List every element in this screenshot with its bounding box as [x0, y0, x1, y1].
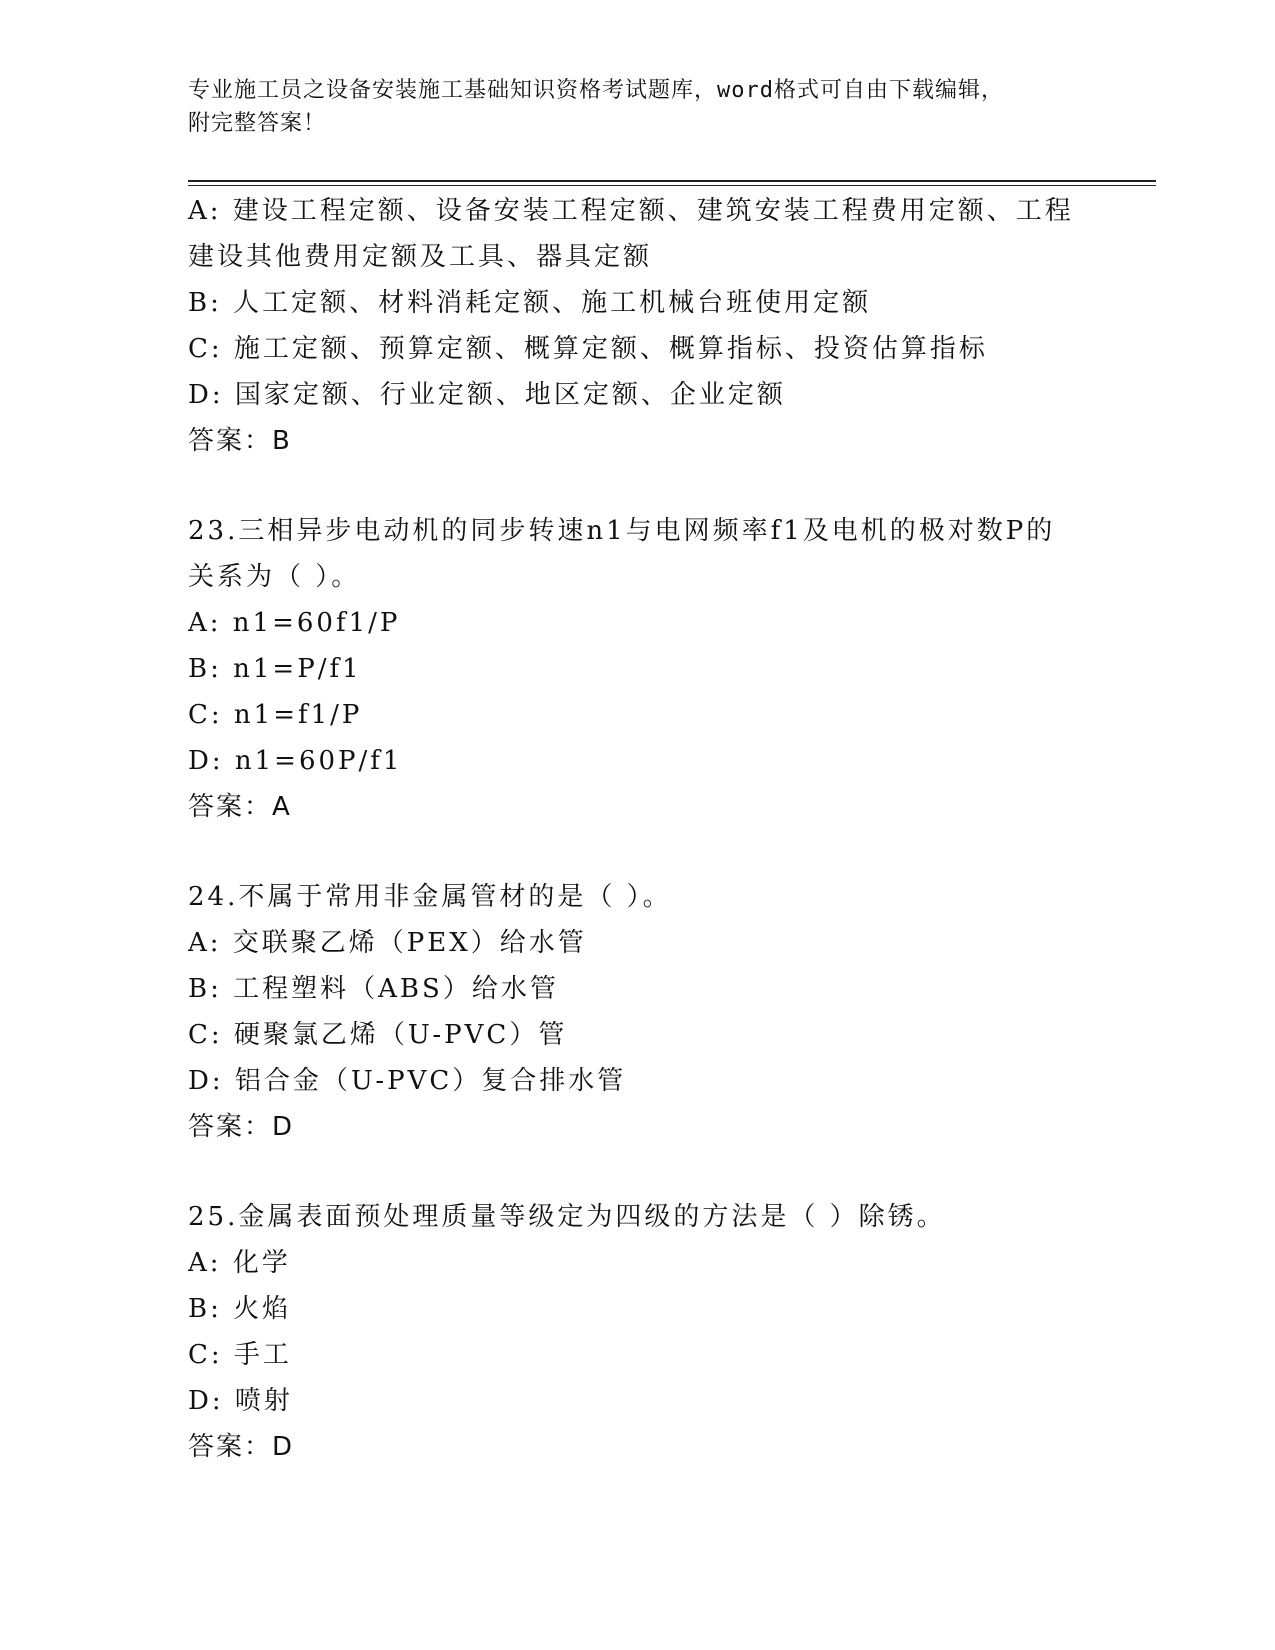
- q22-option-b: B: 人工定额、材料消耗定额、施工机械台班使用定额: [188, 288, 872, 318]
- q23-option-b: B: n1=P/f1: [188, 654, 362, 684]
- q23-option-c: C: n1=f1/P: [188, 700, 363, 730]
- q25-option-d: D: 喷射: [188, 1386, 293, 1416]
- q24-option-d: D: 铝合金（U-PVC）复合排水管: [188, 1066, 627, 1096]
- q22-option-a-line-1: A: 建设工程定额、设备安装工程定额、建筑安装工程费用定额、工程: [188, 196, 1074, 226]
- q23-option-a: A: n1=60f1/P: [188, 608, 401, 638]
- question-22: [188, 188, 1108, 464]
- header-title-line-1: 专业施工员之设备安装施工基础知识资格考试题库，word格式可自由下载编辑，: [188, 78, 1004, 103]
- question-25: [188, 1194, 1108, 1470]
- q24-option-a: A: 交联聚乙烯（PEX）给水管: [188, 928, 587, 958]
- q23-stem-line-2: 关系为（ ）。: [188, 562, 361, 592]
- q25-option-a: A: 化学: [188, 1248, 291, 1278]
- spacer: [188, 830, 1108, 874]
- question-23: [188, 508, 1108, 830]
- header-title-line-2: 附完整答案！: [188, 111, 327, 136]
- q25-option-c: C: 手工: [188, 1340, 292, 1370]
- q24-stem: 24.不属于常用非金属管材的是（ ）。: [188, 882, 672, 912]
- q25-answer: 答案：D: [188, 1432, 295, 1462]
- q23-stem-line-1: 23.三相异步电动机的同步转速n1与电网频率f1及电机的极对数P的: [188, 516, 1056, 546]
- q24-answer: 答案：D: [188, 1112, 295, 1142]
- header-divider-thin: [188, 185, 1156, 186]
- q22-answer: 答案：B: [188, 426, 292, 456]
- q25-option-b: B: 火焰: [188, 1294, 292, 1324]
- q22-option-d: D: 国家定额、行业定额、地区定额、企业定额: [188, 380, 786, 410]
- q24-option-b: B: 工程塑料（ABS）给水管: [188, 974, 559, 1004]
- q25-stem: 25.金属表面预处理质量等级定为四级的方法是（ ）除锈。: [188, 1202, 946, 1232]
- spacer: [188, 1150, 1108, 1194]
- q23-option-d: D: n1=60P/f1: [188, 746, 403, 776]
- q22-option-c: C: 施工定额、预算定额、概算定额、概算指标、投资估算指标: [188, 334, 988, 364]
- q22-option-a-line-2: 建设其他费用定额及工具、器具定额: [188, 242, 653, 272]
- question-24: [188, 874, 1108, 1150]
- q24-option-c: C: 硬聚氯乙烯（U-PVC）管: [188, 1020, 568, 1050]
- q23-answer: 答案：A: [188, 792, 292, 822]
- document-header: [188, 74, 1088, 140]
- question-list: [188, 188, 1108, 1470]
- spacer: [188, 464, 1108, 508]
- header-divider-thick: [188, 180, 1156, 182]
